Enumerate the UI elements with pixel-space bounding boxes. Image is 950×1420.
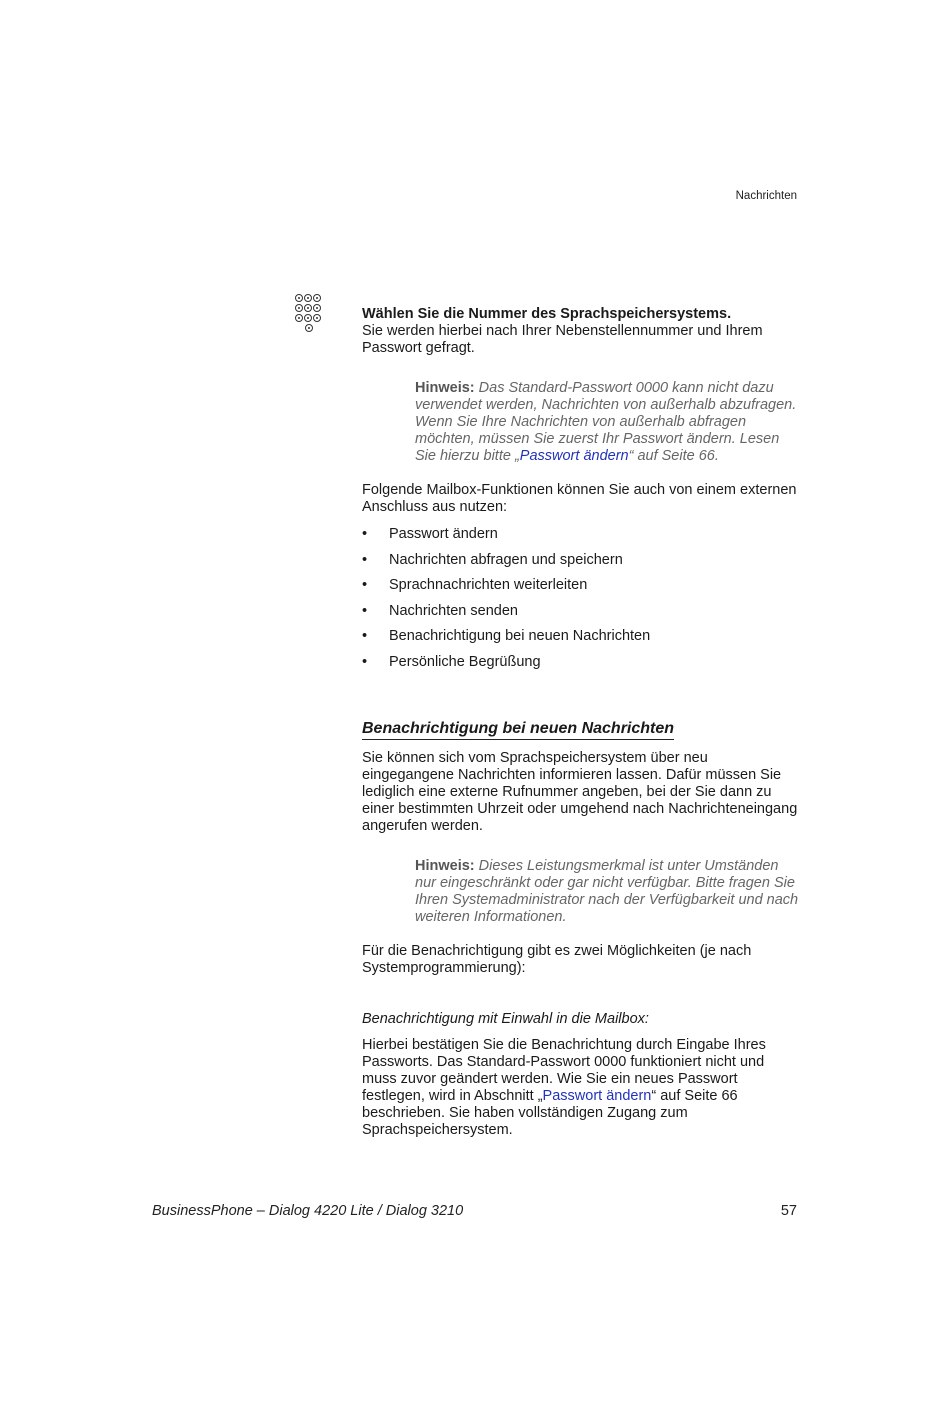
section-heading: Benachrichtigung bei neuen Nachrichten <box>362 720 674 740</box>
bullet-icon: • <box>362 577 368 593</box>
bullet-icon: • <box>362 653 368 670</box>
note-label: Hinweis: <box>415 858 475 874</box>
note-text: Dieses Leistungsmerkmal ist unter Umständen nur eingeschränkt oder gar nicht verfügbar. Bitte fragen Sie Ihren Systemadministrator nach der Verfügbarkeit und nach weiteren Informationen. <box>415 858 799 925</box>
subsection-text: Hierbei bestätigen Sie die Benachrichtung durch Eingabe Ihres Passworts. Das Standard-Passwort 0000 funktioniert nicht und muss zuvor geändert werden. Wie Sie ein neues Passwort festlegen, wird in Abschnitt „Passwort ändern“ auf Seite 66 beschrieben. Sie haben vollständigen Zugang zum Sprachspeichersystem. <box>362 1037 766 1138</box>
options-intro: Für die Benachrichtigung gibt es zwei Möglichkeiten (je nach Systemprogrammierung): <box>362 943 752 976</box>
link-passwort-aendern[interactable]: Passwort ändern <box>519 448 629 464</box>
step-text: Sie werden hierbei nach Ihrer Nebenstellennummer und Ihrem Passwort gefragt. <box>362 323 763 356</box>
note-label: Hinweis: <box>415 380 475 396</box>
list-item: • Sprachnachrichten weiterleiten <box>362 577 588 593</box>
bullet-icon: • <box>362 551 368 568</box>
footer-title: BusinessPhone – Dialog 4220 Lite / Dialog 3210 <box>152 1203 464 1219</box>
keypad-icon <box>295 294 327 334</box>
list-item: • Passwort ändern <box>362 526 498 542</box>
functions-list <box>362 526 802 671</box>
page-number: 57 <box>780 1203 797 1219</box>
subsection-heading: Benachrichtigung mit Einwahl in die Mailbox: <box>362 1011 649 1027</box>
bullet-icon: • <box>362 526 368 542</box>
note-text-end: “ auf Seite 66. <box>628 448 719 464</box>
note-availability <box>415 858 802 926</box>
list-item: • Nachrichten abfragen und speichern <box>362 551 623 568</box>
list-item: • Persönliche Begrüßung <box>362 653 541 670</box>
running-header: Nachrichten <box>735 190 797 202</box>
bullet-icon: • <box>362 628 368 644</box>
step-title: Wählen Sie die Nummer des Sprachspeichersystems. <box>362 306 732 322</box>
functions-intro: Folgende Mailbox-Funktionen können Sie auch von einem externen Anschluss aus nutzen: <box>362 482 797 515</box>
bullet-icon: • <box>362 602 368 619</box>
note-text: Das Standard-Passwort 0000 kann nicht dazu verwendet werden, Nachrichten von außerhalb abzufragen. Wenn Sie Ihre Nachrichten von außerhalb abfragen möchten, müssen Sie zuerst Ihr Passwort ändern. Lesen Sie hierzu bitte „ <box>415 380 797 464</box>
list-item: • Nachrichten senden <box>362 602 518 619</box>
section-text: Sie können sich vom Sprachspeichersystem über neu eingegangene Nachrichten informieren lassen. Dafür müssen Sie lediglich eine externe Rufnummer angeben, bei der Sie dann zu einer bestimmten Uhrzeit oder umgehend nach Nachrichteneingang angerufen werden. <box>362 750 798 834</box>
main-content <box>362 306 802 1139</box>
list-item: • Benachrichtigung bei neuen Nachrichten <box>362 628 651 644</box>
note-password <box>415 380 802 465</box>
link-passwort-aendern-2[interactable]: Passwort ändern <box>542 1088 652 1104</box>
